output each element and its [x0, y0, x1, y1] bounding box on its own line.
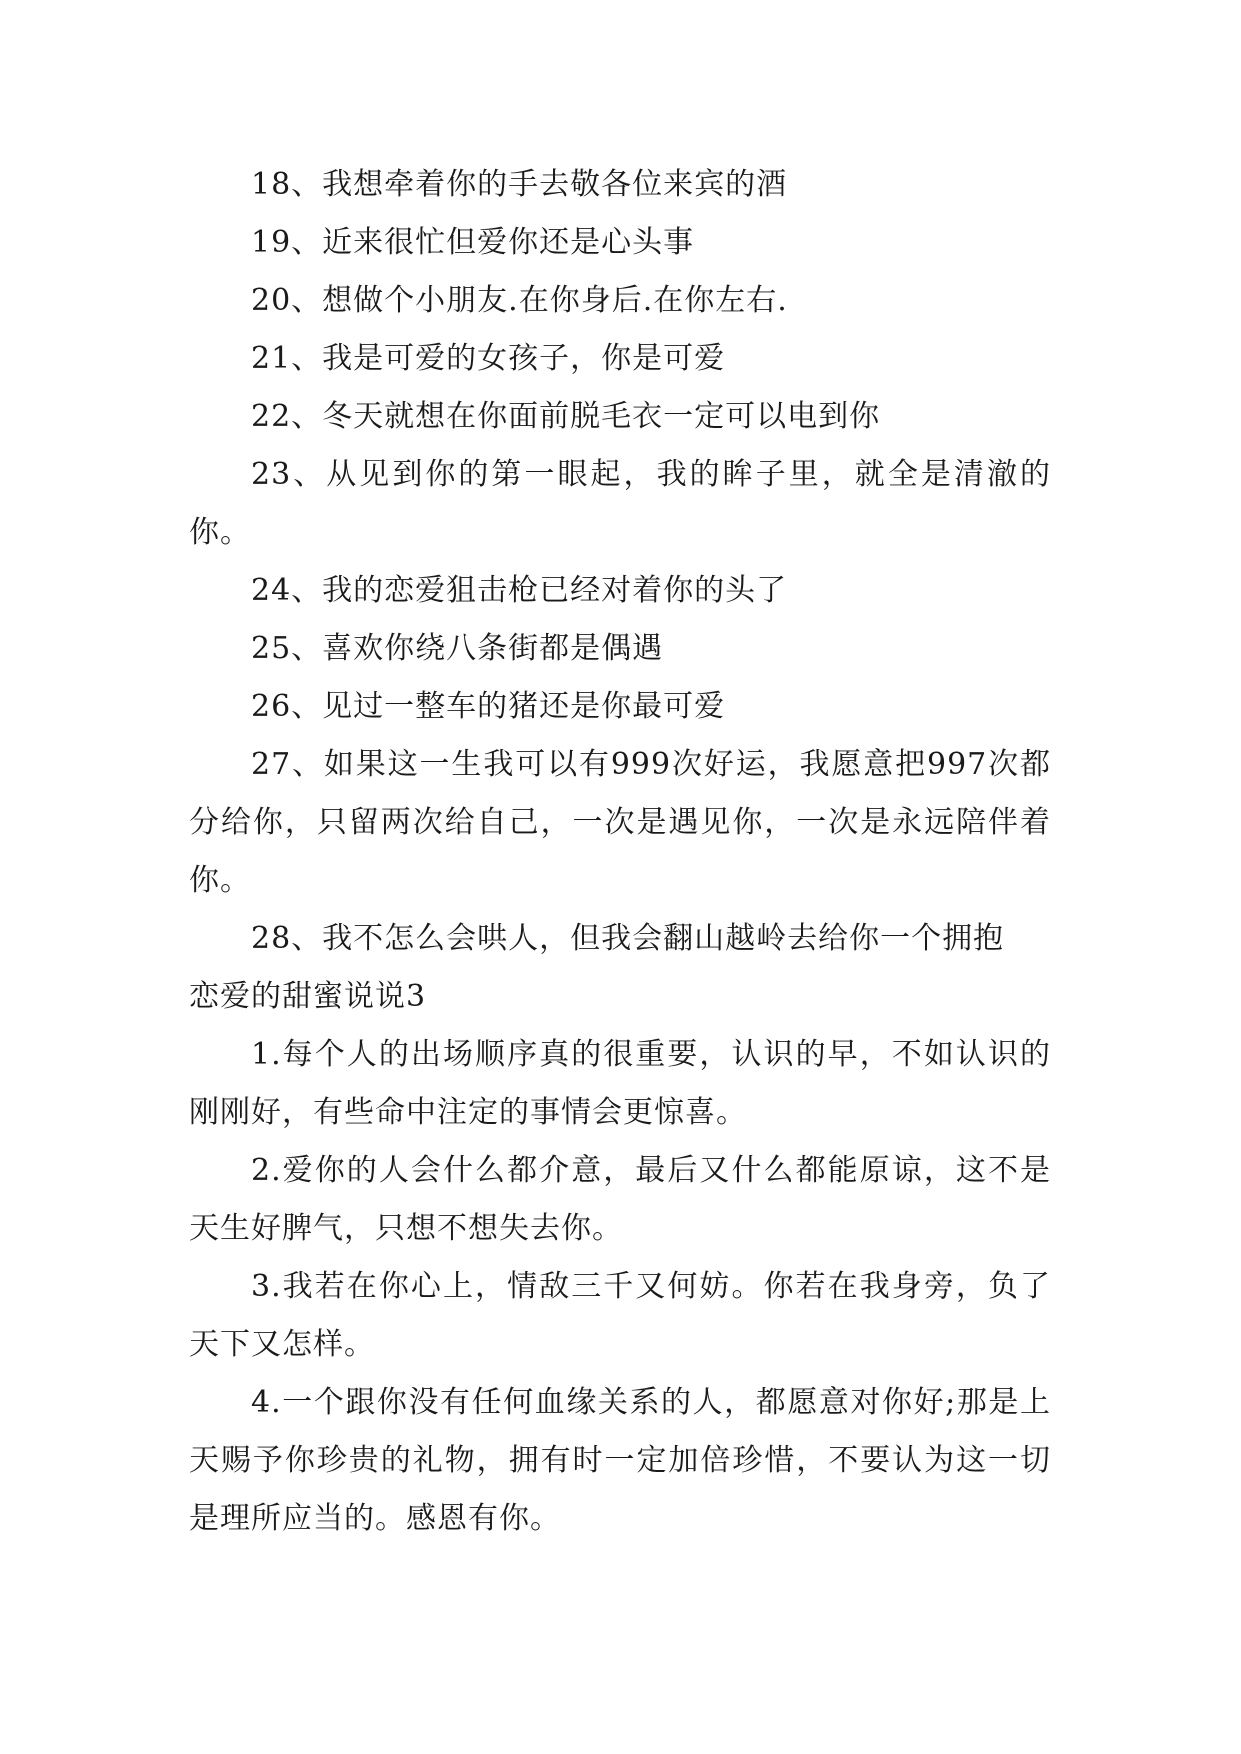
quote-2: 2.爱你的人会什么都介意，最后又什么都能原谅，这不是天生好脾气，只想不想失去你。: [189, 1153, 1051, 1246]
paragraph-27: 27、如果这一生我可以有999次好运，我愿意把997次都分给你，只留两次给自己，一次是遇见你，一次是永远陪伴着你。: [189, 747, 1051, 898]
document-body: [189, 156, 1051, 1548]
paragraph-24: 24、我的恋爱狙击枪已经对着你的头了: [251, 573, 788, 608]
paragraph-25: 25、喜欢你绕八条街都是偶遇: [251, 631, 664, 666]
paragraph-18: 18、我想牵着你的手去敬各位来宾的酒: [251, 167, 788, 202]
quote-3: 3.我若在你心上，情敌三千又何妨。你若在我身旁，负了天下又怎样。: [189, 1269, 1051, 1362]
section-heading: 恋爱的甜蜜说说3: [189, 979, 427, 1014]
paragraph-22: 22、冬天就想在你面前脱毛衣一定可以电到你: [251, 399, 881, 434]
paragraph-20: 20、想做个小朋友.在你身后.在你左右.: [251, 283, 788, 318]
quote-4: 4.一个跟你没有任何血缘关系的人，都愿意对你好;那是上天赐予你珍贵的礼物，拥有时一定加倍珍惜，不要认为这一切是理所应当的。感恩有你。: [189, 1385, 1051, 1536]
quote-1: 1.每个人的出场顺序真的很重要，认识的早，不如认识的刚刚好，有些命中注定的事情会更惊喜。: [189, 1037, 1051, 1130]
paragraph-23: 23、从见到你的第一眼起，我的眸子里，就全是清澈的你。: [189, 457, 1051, 550]
paragraph-26: 26、见过一整车的猪还是你最可爱: [251, 689, 726, 724]
paragraph-21: 21、我是可爱的女孩子，你是可爱: [251, 341, 726, 376]
paragraph-19: 19、近来很忙但爱你还是心头事: [251, 225, 695, 260]
paragraph-28: 28、我不怎么会哄人，但我会翻山越岭去给你一个拥抱: [251, 921, 1005, 956]
